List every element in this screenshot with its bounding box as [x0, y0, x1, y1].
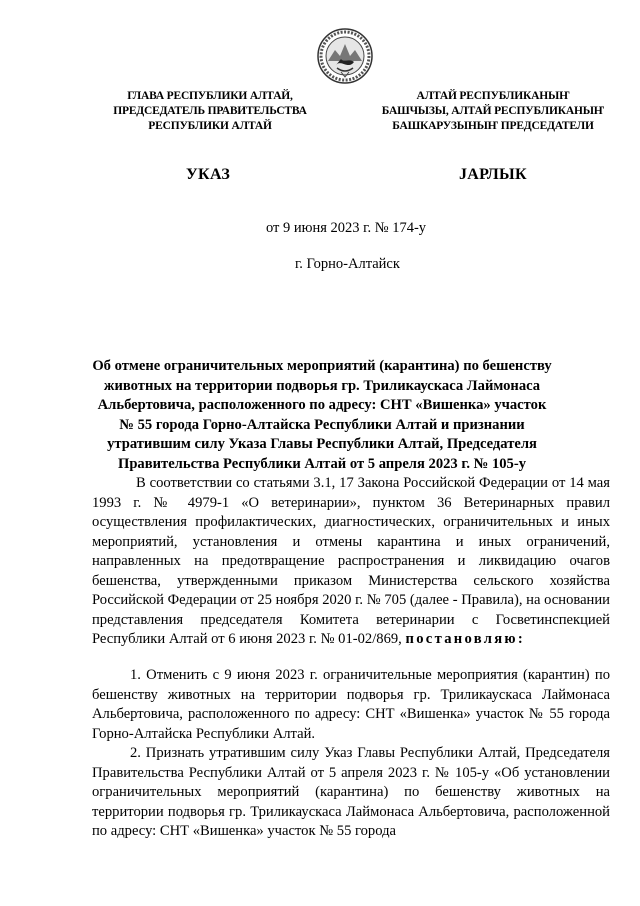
- issuer-header-line: БАШКАРУЗЫНЫҤ ПРЕДСЕДАТЕЛИ: [392, 120, 594, 132]
- decree-item-2: 2. Признать утратившим силу Указ Главы Республики Алтай, Председателя Правительства Республики Алтай от 5 апреля 2023 г. № 105-у «Об установлении ограничительных мероприятий (карантина) по бешенству животных на территории подворья гр. Триликаускаса Лаймонаса Альбертовича, расположенной по адресу: СНТ «Вишенка» участок № 55 города: [92, 745, 610, 839]
- document-date-number: от 9 июня 2023 г. № 174-у: [266, 220, 427, 236]
- document-subject-heading: Об отмене ограничительных мероприятий (карантина) по бешенству животных на территории подворья гр. Триликаускаса Лаймонаса Альбертовича, расположенного по адресу: СНТ «Вишенка» участок № 55 города Горно-Алтайска Республики Алтай и признании утратившим силу Указа Главы Республики Алтай, Председателя Правительства Республики Алтай от 5 апреля 2023 г. № 105-у: [92, 358, 552, 472]
- issuer-header-altai: [368, 89, 618, 134]
- decree-word: постановляю:: [405, 631, 526, 647]
- preamble-paragraph: [92, 474, 610, 650]
- issuer-header-line: РЕСПУБЛИКИ АЛТАЙ: [148, 120, 272, 132]
- issuer-header-line: ПРЕДСЕДАТЕЛЬ ПРАВИТЕЛЬСТВА: [113, 105, 307, 117]
- issuer-header-line: АЛТАЙ РЕСПУБЛИКАНЫҤ: [416, 90, 570, 102]
- coat-of-arms-emblem: [317, 28, 373, 84]
- issuer-header-line: БАШЧЫЗЫ, АЛТАЙ РЕСПУБЛИКАНЫҤ: [381, 105, 605, 117]
- issuer-header-line: ГЛАВА РЕСПУБЛИКИ АЛТАЙ,: [127, 90, 293, 102]
- document-type-title-altai: JАРЛЫК: [459, 166, 527, 183]
- issuer-header-russian: [95, 89, 325, 134]
- preamble-text: В соответствии со статьями 3.1, 17 Закона Российской Федерации от 14 мая 1993 г. № 4979-1 «О ветеринарии», пунктом 36 Ветеринарных правил осуществления профилактических, диагностических, ограничительных и иных мероприятий, установления и отмены карантина и иных ограничений, направленных на предотвращение распространения и ликвидацию очагов бешенства, утвержденными приказом Министерства сельского хозяйства Российской Федерации от 25 ноября 2020 г. № 705 (далее - Правила), на основании представления председателя Комитета ветеринарии с Госветинспекцией Республики Алтай от 6 июня 2023 г. № 01-02/869,: [92, 475, 610, 647]
- document-city: г. Горно-Алтайск: [295, 256, 400, 272]
- document-type-title-russian: УКАЗ: [186, 166, 231, 183]
- decree-item-1: 1. Отменить с 9 июня 2023 г. ограничительные мероприятия (карантин) по бешенству животных на территории подворья гр. Триликаускаса Лаймонаса Альбертовича, расположенного по адресу: СНТ «Вишенка» участок № 55 города Горно-Алтайска Республики Алтай.: [92, 667, 610, 742]
